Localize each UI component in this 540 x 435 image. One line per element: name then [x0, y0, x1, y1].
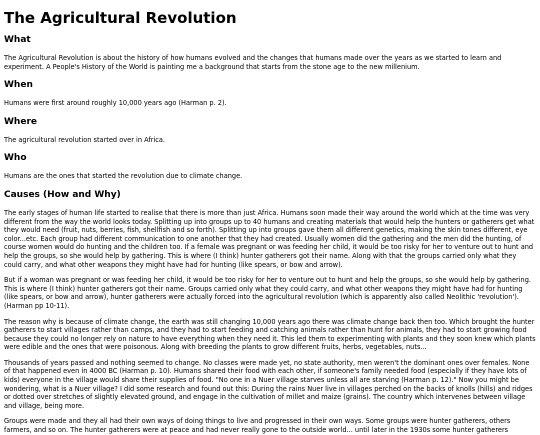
section-what [4, 35, 536, 71]
section-paragraph: Thousands of years passed and nothing seemed to change. No classes were made yet, no state authority, men weren't the dominant ones over females. None of that happened even in 4000 BC (Harman p. 10). Humans shared their food with each other, if someone's family needed food (especially if they have lots of kids) everyone in the village would share their supplies of food. "No one in a Nuer village starves unless all are starving (Harman p. 12)." Now you might be wondering, what is a Nuer village? I did some research and found out this: During the rains Nuer live in villages perched on the backs of knolls (hills) and ridges or dotted over stretches of slightly elevated ground, and engage in the cultivation of millet and maize (grains). The country which intervenes between village and village, being more. [4, 358, 533, 410]
section-paragraph: Humans were first around roughly 10,000 years ago (Harman p. 2). [4, 99, 227, 108]
section-paragraph: The reason why is because of climate change, the earth was still changing 10,000 years ago there was climate change back then too. Which brought the hunter gatherers to start villages rather than camps, and they had to start feeding and catching animals rather than hunt for animals, they had to start growing food because they could no longer rely on nature to have everything when they need it. This led them to experimenting with plants and they soon knew which plants were edible and the ones that were poisonous. Along with breeding the plants to grow different fruits, herbs, vegetables, nuts... [4, 317, 536, 352]
section-paragraph: But if a woman was pregnant or was feeding her child, it would be too risky for her to venture out to hunt and help the groups, so she would help by gathering. This is where (I think) hunter gatherers got their name. Groups carried only what they could carry, and what other weapons they might have had for hunting (like spears, or bow and arrow), hunter gatherers were actually forced into the agricultural revolution (which is apparently also called Neolithic 'revolution'). (Harman pp 10-11). [4, 276, 532, 310]
section-when [4, 80, 536, 108]
section-paragraph: The early stages of human life started to realise that there is more than just Africa. Humans soon made their way around the world which at the time was very different from the way the world looks today. Splitting up into groups up to 40 humans and creating materials that would help the hunters or gatherers get what they would need (fruit, nuts, berries, fish, shellfish and so forth). Splitting up into groups gave them all different genetics, making the skin tones different, eye color...etc. Each group had different communication to one another that they had created. Usually women did the gathering and the men did the hunting, of course women would do hunting and the children too. If a female was pregnant or was feeding her child, it would be too risky for her to venture out to hunt and help the groups, so she would help by gathering. This is where (I think) hunter gatherers got their name. Along with that the groups carried only what they could carry, and what other weapons they might have had for hunting (like spears, or bow and arrow). [4, 208, 535, 269]
section-who [4, 153, 536, 181]
section-paragraph: Humans are the ones that started the revolution due to climate change. [4, 172, 243, 181]
section-paragraph: The agricultural revolution started over in Africa. [4, 135, 166, 144]
section-heading: When [4, 80, 33, 91]
page-title: The Agricultural Revolution [4, 9, 237, 27]
section-paragraph: The Agricultural Revolution is about the history of how humans evolved and the changes that humans made over the years as we started to learn and experiment. A People's History of the World is painting me a background that starts from the stone age to the new millenium. [4, 54, 502, 71]
section-paragraph: Groups were made and they all had their own ways of doing things to live and progressed in their own ways. Some groups were hunter gatherers, others farmers, and so on. The hunter gatherers were at peace and had never really gone to the outside world... until later in the 1930s some hunter gatherers [4, 417, 511, 435]
section-heading: Causes (How and Why) [4, 189, 121, 200]
section-heading: Where [4, 116, 37, 127]
section-causes [4, 190, 536, 435]
section-heading: What [4, 35, 31, 45]
document-page [0, 9, 540, 435]
section-where [4, 117, 536, 145]
section-heading: Who [4, 153, 27, 164]
